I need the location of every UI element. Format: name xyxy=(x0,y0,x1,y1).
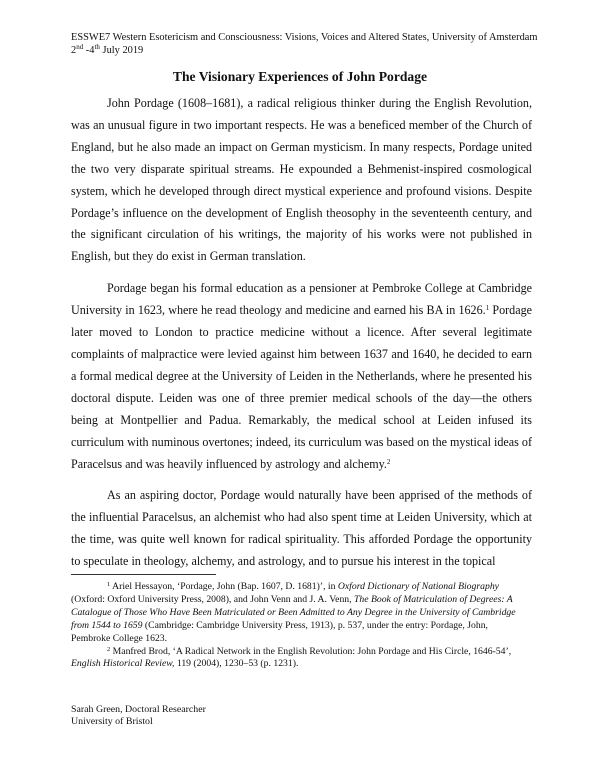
footnotes xyxy=(71,581,527,671)
header-conference-line: ESSWE7 Western Esotericism and Consciousness: Visions, Voices and Altered States, University of Amsterdam xyxy=(71,32,538,43)
footnote-separator xyxy=(71,574,216,575)
author-name: Sarah Green, Doctoral Researcher xyxy=(71,704,206,715)
author-footer xyxy=(71,704,371,729)
author-institution: University of Bristol xyxy=(71,716,153,728)
paragraph-2: Pordage began his formal education as a pensioner at Pembroke College at Cambridge University in 1623, where he read theology and medicine and earned his BA in 1626.$^1$ Pordage later moved to London to practice medicine without a licence. After several legitimate complaints of malpractice were levied against him between 1637 and 1640, he decided to earn a formal medical degree at the University of Leiden in the Netherlands, where he presented his doctoral dispute. Leiden was one of three premier medical schools of the day—the others being at Montpellier and Padua. Remarkably, the medical school at Leiden infused its curriculum with numinous overtones; indeed, its curriculum was based on the mystical ideas of Paracelsus and was heavily influenced by astrology and alchemy.$^2$ xyxy=(71,281,533,471)
conference-header xyxy=(71,31,561,57)
paragraph-1: John Pordage (1608–1681), a radical religious thinker during the English Revolution, was an unusual figure in two important respects. He was a beneficed member of the Church of England, but he also made an impact on German mysticism. In many respects, Pordage united the two very disparate spiritual streams. He expounded a Behmenist-inspired cosmological system, which he developed through direct mystical experience and profound visions. Despite Pordage’s influence on the development of English theosophy in the seventeenth century, and the significant circulation of his writings, the majority of his works were not published in English, but they do exist in German translation. xyxy=(71,96,532,264)
footnote-1: $^1$ Ariel Hessayon, ‘Pordage, John (Bap. 1607, D. 1681)’, in Oxford Dictionary of National Biography (Oxford: Oxford University Press, 2008), and John Venn and J. A. Venn, The Book of Matriculation of Degrees: A Catalogue of Those Who Have Been Matriculated or Been Admitted to Any Degree in the University of Cambridge from 1544 to 1659 (Cambridge: Cambridge University Press, 1913), p. 537, under the entry: Pordage, John, Pembroke College 1623. xyxy=(71,581,516,644)
body-text xyxy=(71,93,532,573)
footnote-ref-1[interactable]: 1 xyxy=(485,304,490,313)
paper-title: The Visionary Experiences of John Pordage xyxy=(172,69,428,84)
paragraph-3: As an aspiring doctor, Pordage would naturally have been apprised of the methods of the influential Paracelsus, an alchemist who had also spent time at Leiden University, which at the time, was quite well known for radical spirituality. This afforded Pordage the opportunity to speculate in theology, alchemy, and astrology, and to pursue his interest in the topical xyxy=(71,488,532,569)
header-date-line: 2nd -4th July 2019 xyxy=(71,43,144,56)
footnote-2: $^2$ Manfred Brod, ‘A Radical Network in the English Revolution: John Pordage and His Circle, 1646-54’, English Historical Review, 119 (2004), 1230–53 (p. 1231). xyxy=(71,645,512,670)
footnote-ref-2[interactable]: 2 xyxy=(386,457,391,466)
